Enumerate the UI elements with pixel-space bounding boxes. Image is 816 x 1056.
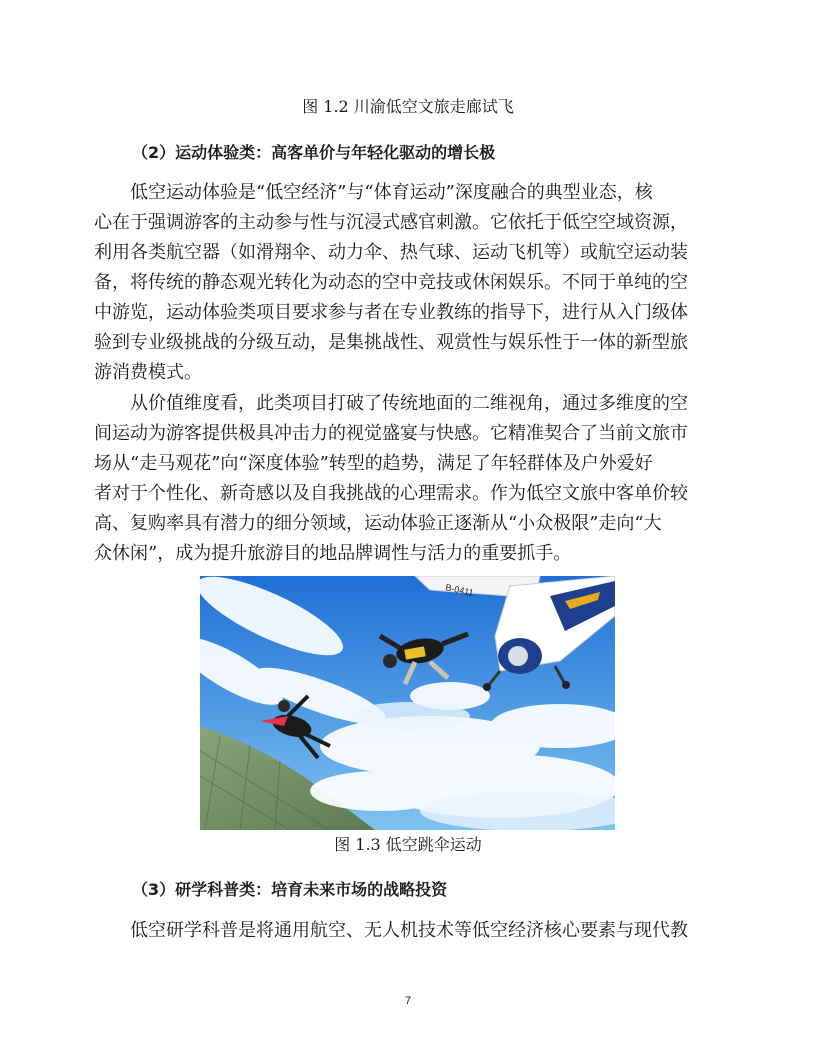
paragraph-line: 心在于强调游客的主动参与性与沉浸式感官刺激。它依托于低空空域资源， — [94, 212, 688, 233]
paragraph-line: 从价值维度看，此类项目打破了传统地面的二维视角，通过多维度的空 — [130, 393, 688, 414]
paragraph-line: 游消费模式。 — [94, 362, 202, 383]
aircraft-registration: B-0411 — [444, 582, 475, 598]
paragraph-1 — [94, 178, 724, 388]
paragraph-line: 场从“走马观花”向“深度体验”转型的趋势，满足了年轻群体及户外爱好 — [94, 453, 653, 474]
paragraph-line: 者对于个性化、新奇感以及自我挑战的心理需求。作为低空文旅中客单价较 — [94, 483, 688, 504]
paragraph-line: 低空研学科普是将通用航空、无人机技术等低空经济核心要素与现代教 — [130, 920, 688, 941]
paragraph-line: 低空运动体验是“低空经济”与“体育运动”深度融合的典型业态，核 — [130, 182, 653, 203]
paragraph-line: 高、复购率具有潜力的细分领域，运动体验正逐渐从“小众极限”走向“大 — [94, 513, 662, 534]
figure-1-3-caption: 图 1.3 低空跳伞运动 — [334, 835, 482, 854]
section-3-heading: （3）研学科普类：培育未来市场的战略投资 — [132, 880, 448, 899]
figure-1-2-caption: 图 1.2 川渝低空文旅走廊试飞 — [302, 97, 514, 116]
paragraph-line: 利用各类航空器（如滑翔伞、动力伞、热气球、运动飞机等）或航空运动装 — [94, 242, 688, 263]
paragraph-3 — [94, 916, 724, 946]
paragraph-line: 众休闲”，成为提升旅游目的地品牌调性与活力的重要抓手。 — [94, 543, 572, 564]
page-number: 7 — [404, 995, 412, 1007]
paragraph-line: 验到专业级挑战的分级互动，是集挑战性、观赏性与娱乐性于一体的新型旅 — [94, 332, 688, 353]
paragraph-line: 备，将传统的静态观光转化为动态的空中竞技或休闲娱乐。不同于单纯的空 — [94, 272, 688, 293]
skydiving-photo — [200, 576, 615, 830]
paragraph-line: 中游览，运动体验类项目要求参与者在专业教练的指导下，进行从入门级体 — [94, 302, 688, 323]
section-2-heading: （2）运动体验类：高客单价与年轻化驱动的增长极 — [132, 143, 496, 162]
paragraph-line: 间运动为游客提供极具冲击力的视觉盛宴与快感。它精准契合了当前文旅市 — [94, 423, 688, 444]
paragraph-2 — [94, 389, 724, 569]
